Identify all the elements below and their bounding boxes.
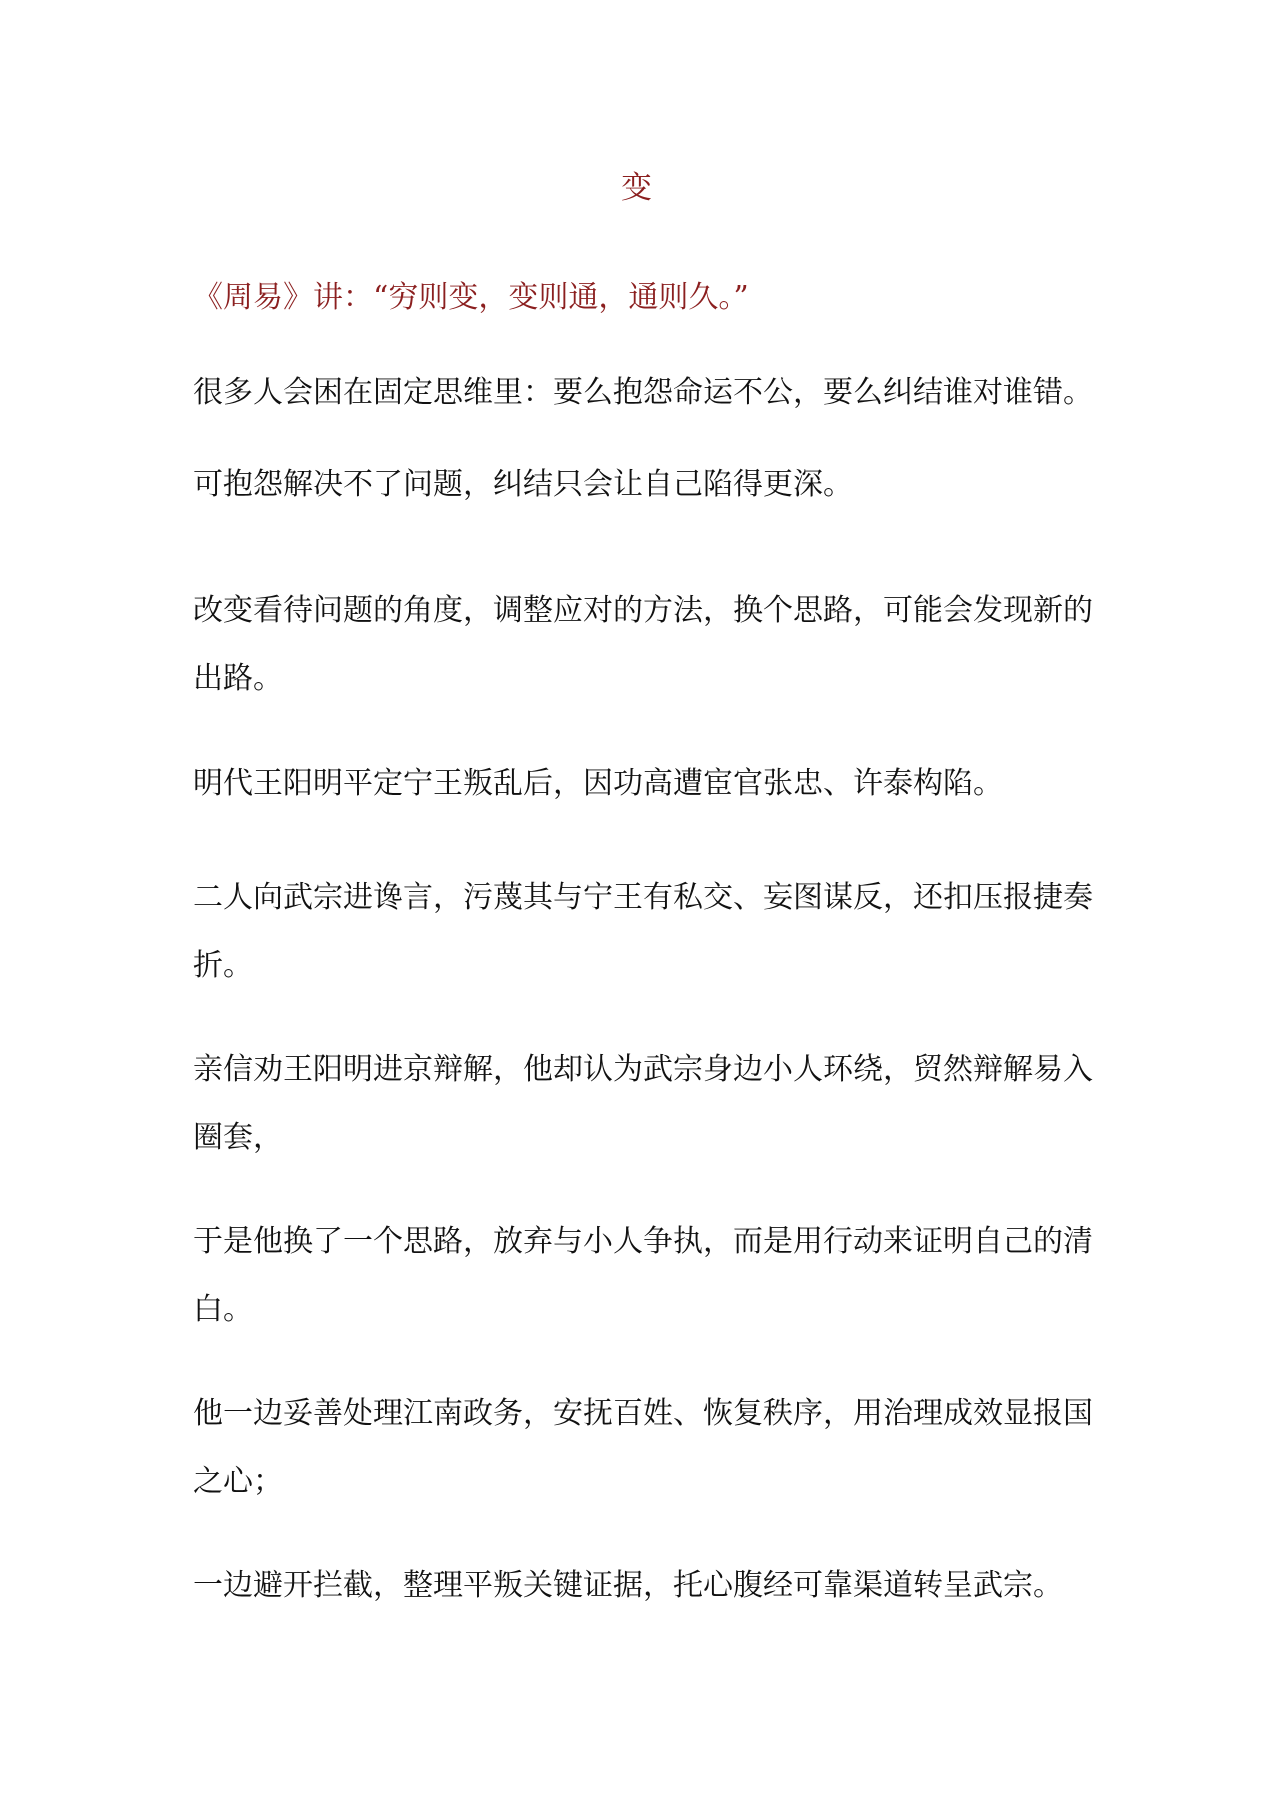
paragraph-9 bbox=[193, 1566, 1093, 1606]
opening-quote: 《周易》讲：“穷则变，变则通，通则久。” bbox=[193, 280, 749, 315]
paragraph-4 bbox=[193, 764, 1093, 804]
paragraph-line: 出路。 bbox=[193, 661, 283, 696]
paragraph-line: 白。 bbox=[193, 1292, 253, 1327]
paragraph-1 bbox=[193, 373, 1093, 413]
page-title: 变 bbox=[621, 170, 652, 206]
paragraph-3 bbox=[193, 591, 1093, 699]
paragraph-line: 亲信劝王阳明进京辩解，他却认为武宗身边小人环绕，贸然辩解易入 bbox=[193, 1052, 1093, 1087]
paragraph-7 bbox=[193, 1222, 1093, 1330]
paragraph-6 bbox=[193, 1050, 1093, 1158]
paragraph-line: 明代王阳明平定宁王叛乱后，因功高遭宦官张忠、许泰构陷。 bbox=[193, 766, 1003, 801]
paragraph-line: 二人向武宗进谗言，污蔑其与宁王有私交、妄图谋反，还扣压报捷奏 bbox=[193, 880, 1093, 915]
paragraph-line: 之心； bbox=[193, 1464, 283, 1499]
paragraph-line: 一边避开拦截，整理平叛关键证据，托心腹经可靠渠道转呈武宗。 bbox=[193, 1568, 1063, 1603]
paragraph-2 bbox=[193, 465, 1093, 505]
paragraph-8 bbox=[193, 1394, 1093, 1502]
paragraph-line: 改变看待问题的角度，调整应对的方法，换个思路，可能会发现新的 bbox=[193, 593, 1093, 628]
paragraph-5 bbox=[193, 878, 1093, 986]
paragraph-line: 圈套， bbox=[193, 1120, 283, 1155]
paragraph-line: 折。 bbox=[193, 948, 253, 983]
paragraph-line: 很多人会困在固定思维里：要么抱怨命运不公，要么纠结谁对谁错。 bbox=[193, 375, 1093, 410]
paragraph-line: 他一边妥善处理江南政务，安抚百姓、恢复秩序，用治理成效显报国 bbox=[193, 1396, 1093, 1431]
paragraph-line: 可抱怨解决不了问题，纠结只会让自己陷得更深。 bbox=[193, 467, 853, 502]
paragraph-line: 于是他换了一个思路，放弃与小人争执，而是用行动来证明自己的清 bbox=[193, 1224, 1093, 1259]
